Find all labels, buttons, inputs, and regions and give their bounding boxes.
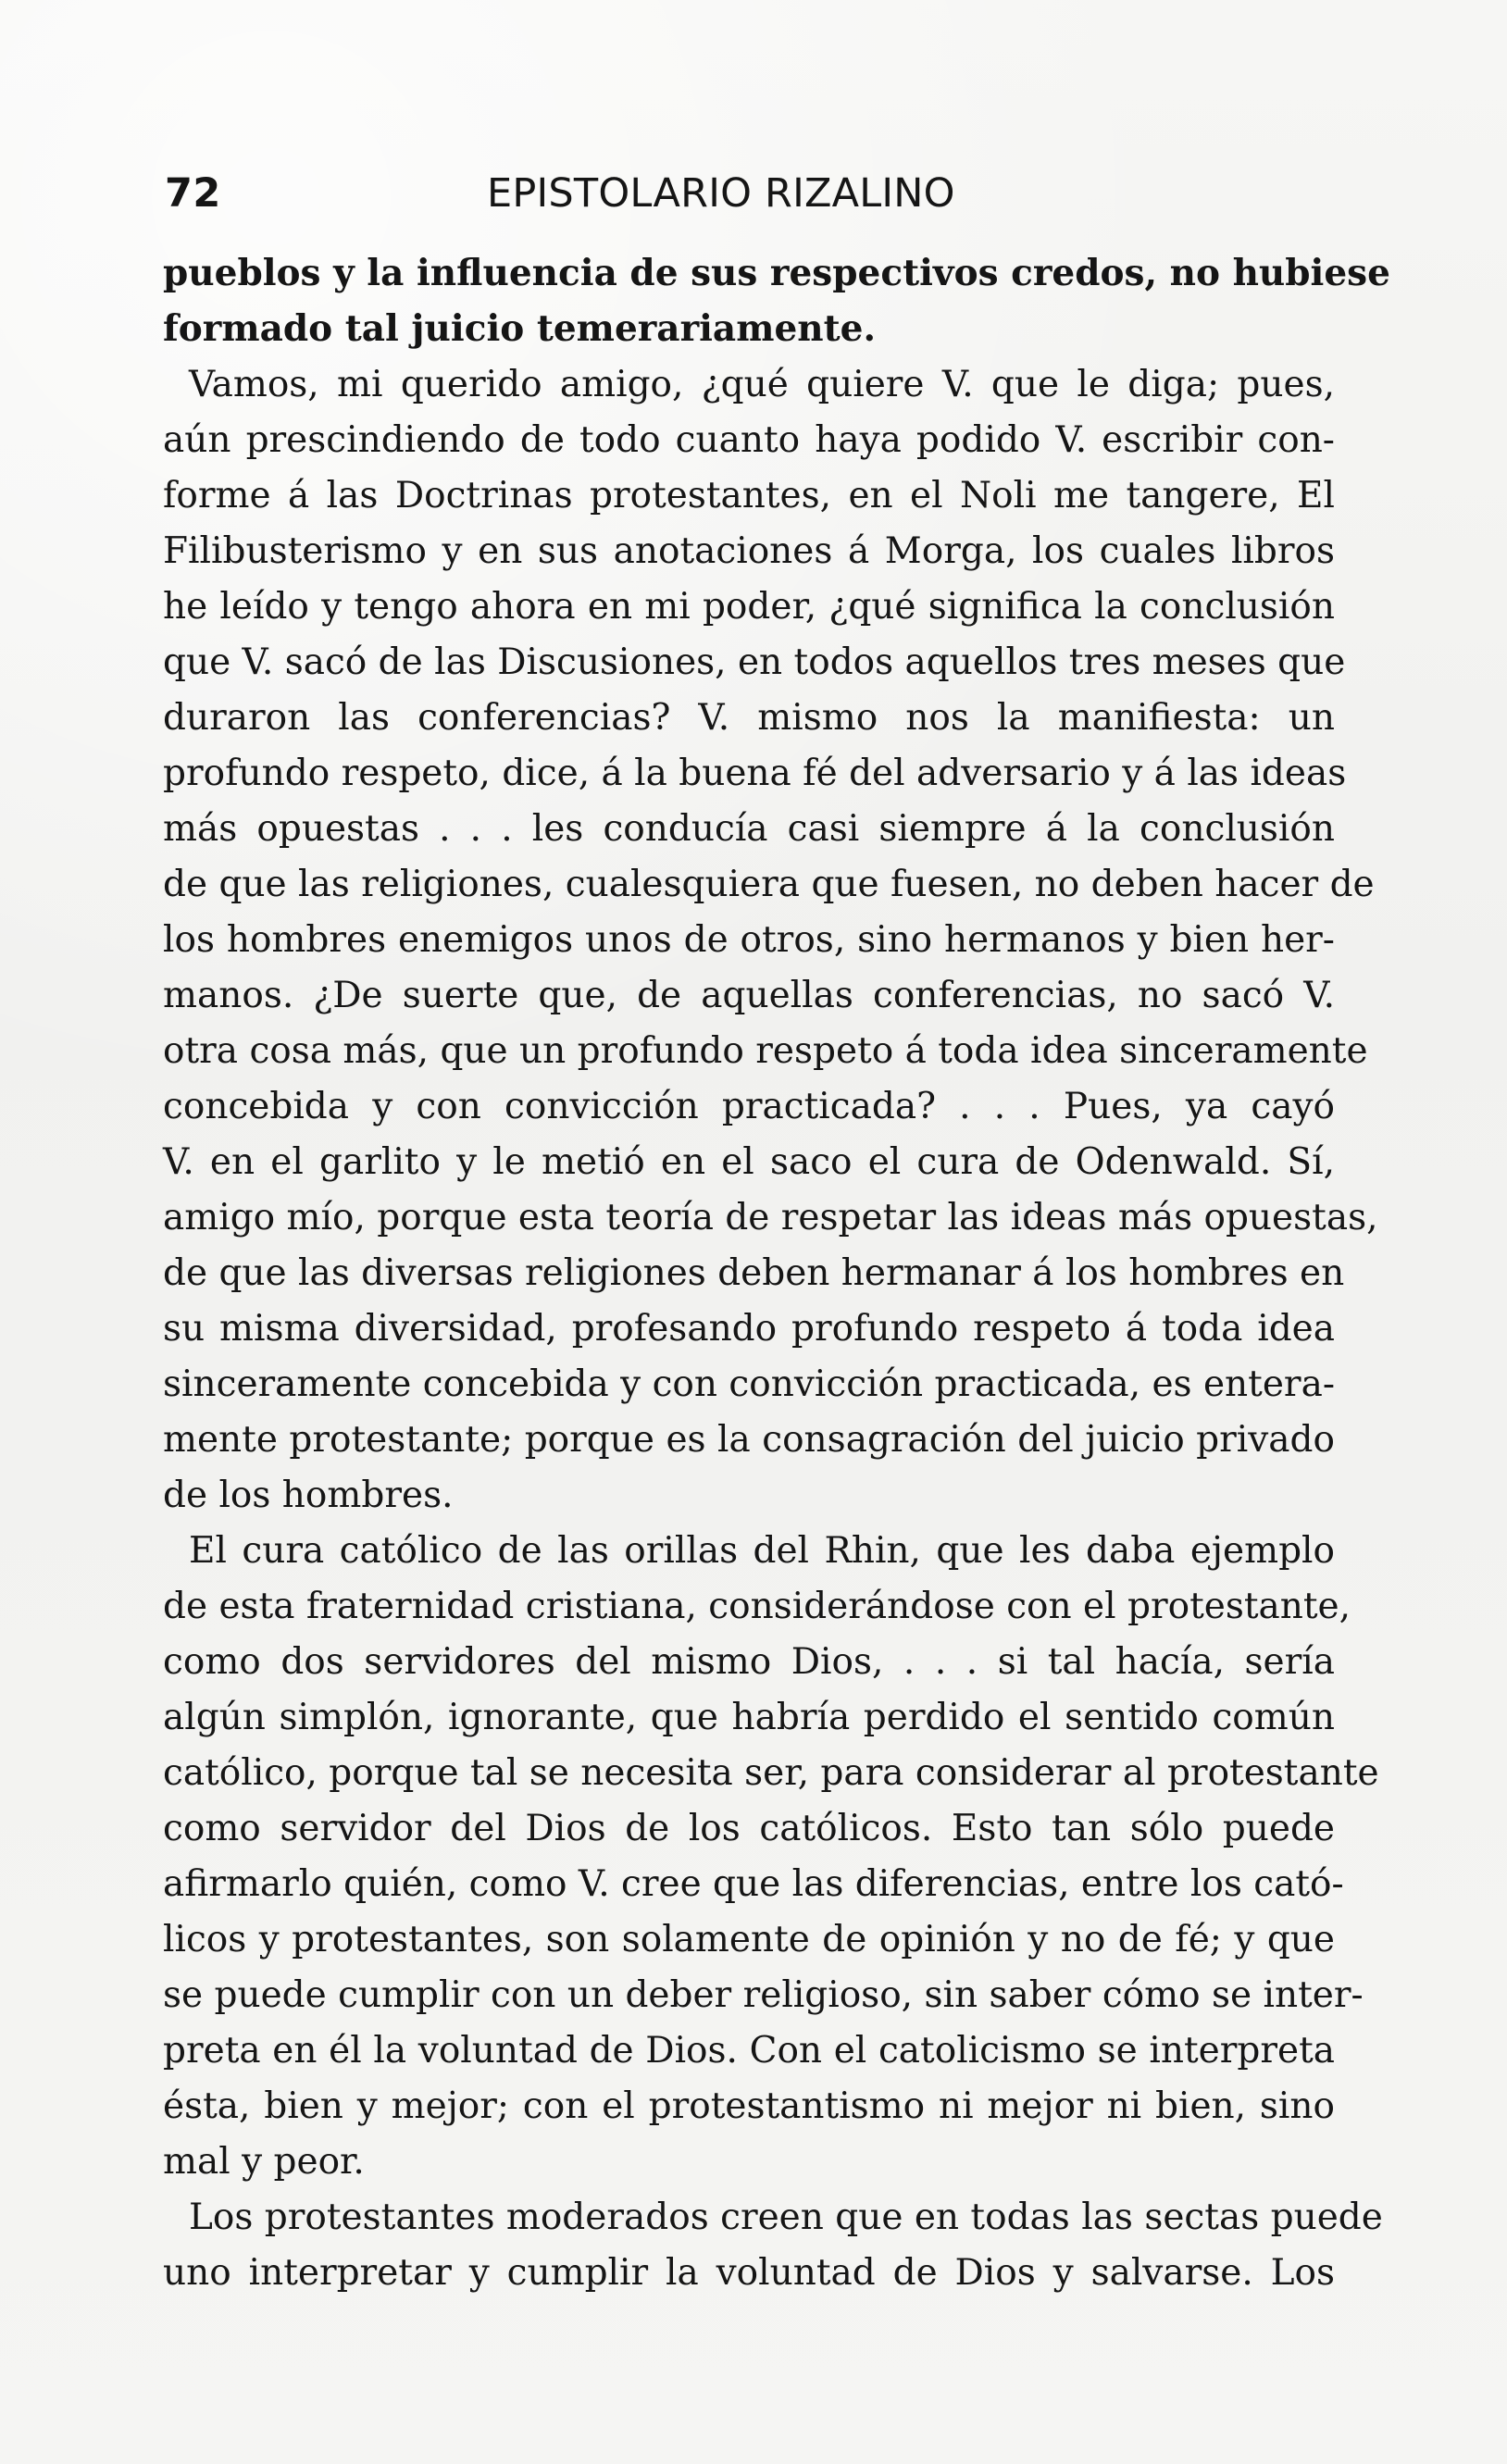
text-line: amigo mío, porque esta teoría de respetar las ideas más opuestas,	[163, 1197, 1378, 1238]
text-line: algún simplón, ignorante, que habría perdido el sentido común	[163, 1697, 1335, 1738]
page-header	[165, 167, 1350, 241]
running-title: EPISTOLARIO RIZALINO	[487, 170, 955, 217]
text-line: he leído y tengo ahora en mi poder, ¿qué significa la conclusión	[163, 586, 1335, 628]
text-line: profundo respeto, dice, á la buena fé del adversario y á las ideas	[163, 753, 1347, 794]
text-line: Vamos, mi querido amigo, ¿qué quiere V. que le diga; pues,	[189, 364, 1335, 405]
text-line: los hombres enemigos unos de otros, sino hermanos y bien her-	[163, 919, 1335, 961]
text-line: de esta fraternidad cristiana, considerándose con el protestante,	[163, 1586, 1351, 1627]
text-line: forme á las Doctrinas protestantes, en el Noli me tangere, El	[163, 475, 1335, 516]
text-line: que V. sacó de las Discusiones, en todos aquellos tres meses que	[163, 641, 1346, 683]
text-line: mente protestante; porque es la consagración del juicio privado	[163, 1419, 1335, 1461]
text-line: de que las diversas religiones deben hermanar á los hombres en	[163, 1252, 1345, 1294]
text-line: ésta, bien y mejor; con el protestantismo ni mejor ni bien, sino	[163, 2085, 1335, 2127]
text-line: como servidor del Dios de los católicos. Esto tan sólo puede	[163, 1808, 1335, 1849]
text-line: V. en el garlito y le metió en el saco el cura de Odenwald. Sí,	[163, 1141, 1335, 1183]
page-number: 72	[165, 170, 221, 217]
text-line: manos. ¿De suerte que, de aquellas conferencias, no sacó V.	[163, 975, 1335, 1016]
text-line: se puede cumplir con un deber religioso, sin saber cómo se inter-	[163, 1974, 1364, 2016]
text-line: de los hombres.	[163, 1475, 454, 1516]
text-line: más opuestas . . . les conducía casi siempre á la conclusión	[163, 808, 1335, 850]
text-line: como dos servidores del mismo Dios, . . . si tal hacía, sería	[163, 1641, 1335, 1683]
text-line: mal y peor.	[163, 2141, 365, 2183]
body-text	[163, 252, 1390, 2294]
text-line: uno interpretar y cumplir la voluntad de Dios y salvarse. Los	[163, 2252, 1335, 2294]
text-line: católico, porque tal se necesita ser, para considerar al protestante	[163, 1752, 1379, 1794]
text-line: pueblos y la influencia de sus respectivos credos, no hubiese	[163, 252, 1390, 294]
text-line: preta en él la voluntad de Dios. Con el catolicismo se interpreta	[163, 2030, 1335, 2072]
text-line: concebida y con convicción practicada? . . . Pues, ya cayó	[163, 1086, 1335, 1127]
text-line: duraron las conferencias? V. mismo nos la manifiesta: un	[163, 697, 1335, 739]
text-line: El cura católico de las orillas del Rhin, que les daba ejemplo	[189, 1530, 1335, 1572]
text-line: formado tal juicio temerariamente.	[163, 307, 877, 350]
text-line: sinceramente concebida y con convicción practicada, es entera-	[163, 1363, 1335, 1405]
text-line: su misma diversidad, profesando profundo respeto á toda idea	[163, 1308, 1335, 1350]
text-line: otra cosa más, que un profundo respeto á toda idea sinceramente	[163, 1030, 1368, 1072]
text-line: Los protestantes moderados creen que en todas las sectas puede	[189, 2196, 1383, 2238]
text-line: afirmarlo quién, como V. cree que las diferencias, entre los cató-	[163, 1863, 1344, 1905]
text-line: Filibusterismo y en sus anotaciones á Morga, los cuales libros	[163, 530, 1335, 572]
text-line: licos y protestantes, son solamente de opinión y no de fé; y que	[163, 1919, 1335, 1960]
text-line: de que las religiones, cualesquiera que fuesen, no deben hacer de	[163, 864, 1375, 905]
text-line: aún prescindiendo de todo cuanto haya podido V. escribir con-	[163, 419, 1335, 461]
